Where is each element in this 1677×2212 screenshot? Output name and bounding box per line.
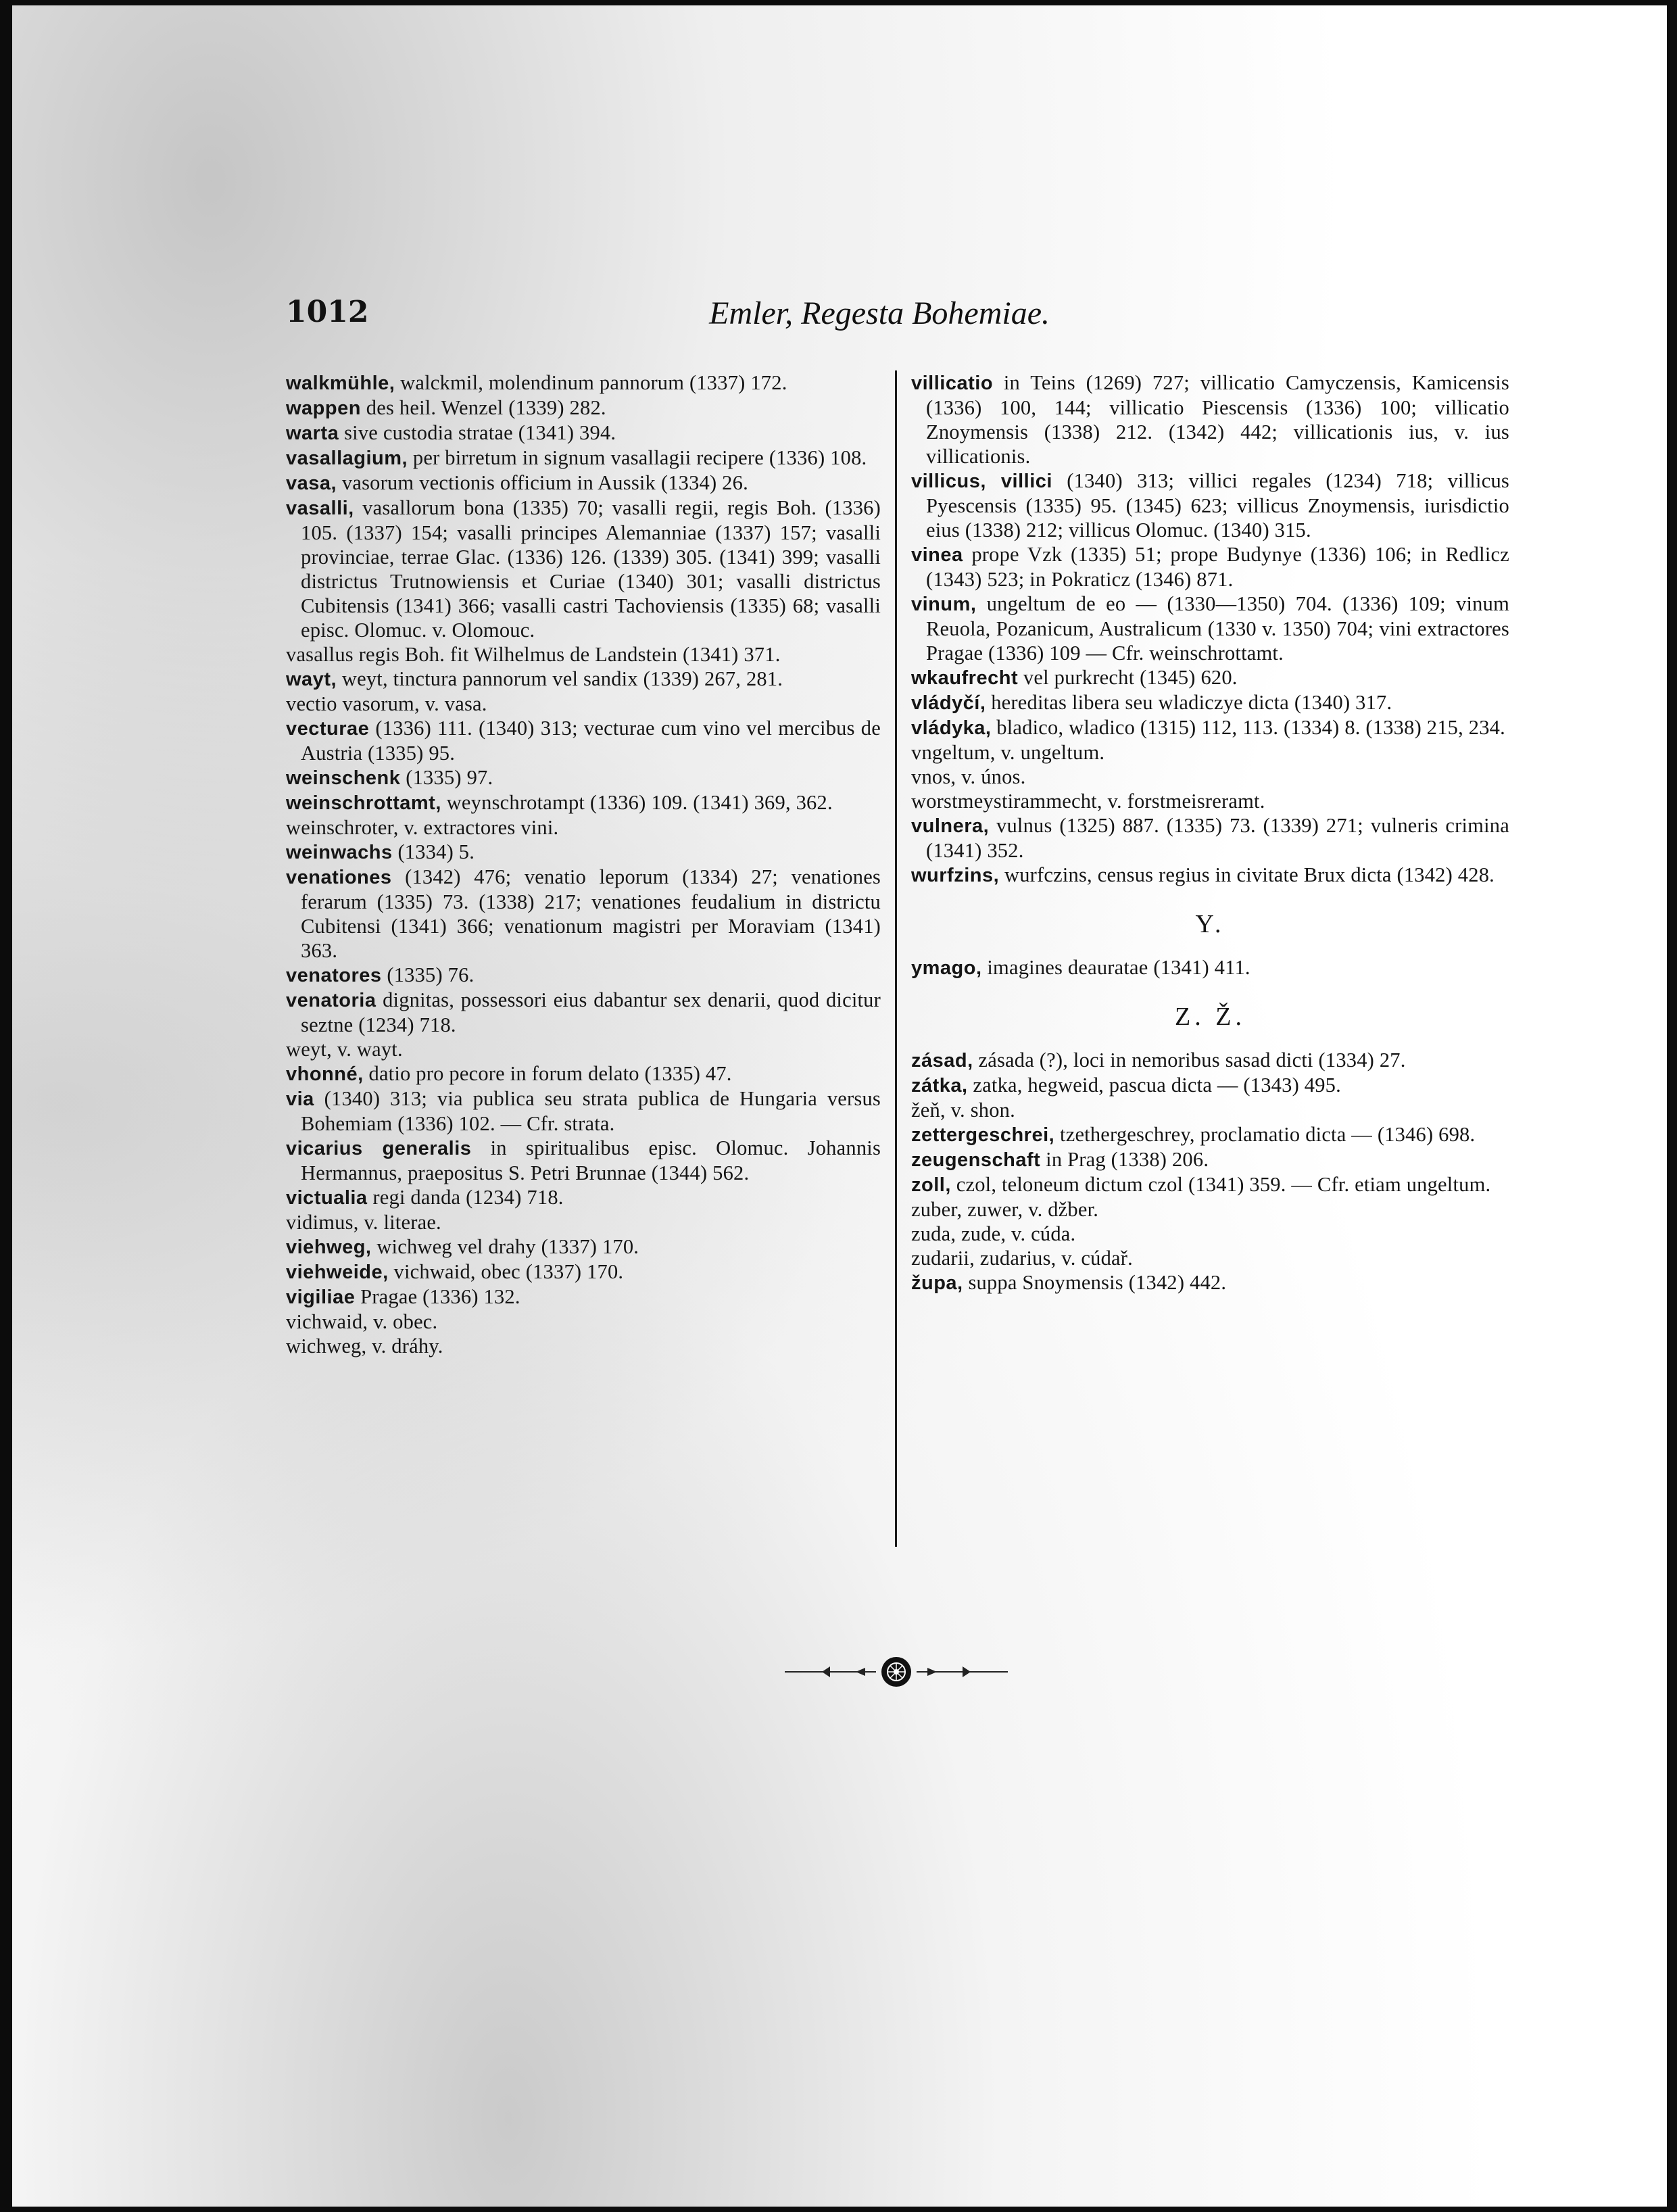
entry-text: weyt, tinctura pannorum vel sandix (1339) 267, 281. bbox=[337, 667, 783, 690]
section-heading-y: Y. bbox=[1195, 910, 1225, 938]
index-entry bbox=[286, 692, 881, 716]
entry-text: in Teins (1269) 727; villicatio Camyczensis, Kamicensis (1336) 100, 144; villicatio Piescensis (1336) 100; villicatio Znoymensis (1338) 212. (1342) 442; villicationis ius, v. ius villicationis. bbox=[926, 371, 1509, 468]
entry-headword: wayt, bbox=[286, 669, 337, 690]
entry-text: per birretum in signum vasallagii recipere (1336) 108. bbox=[408, 446, 867, 469]
page-number: 1012 bbox=[286, 295, 369, 329]
entry-text: hereditas libera seu wladiczye dicta (1340) 317. bbox=[986, 691, 1392, 714]
index-entry bbox=[286, 446, 881, 471]
entry-text: sive custodia stratae (1341) 394. bbox=[339, 421, 616, 444]
entry-headword: venatores bbox=[286, 965, 382, 986]
entry-headword: weinschrottamt, bbox=[286, 792, 441, 814]
index-entry bbox=[911, 370, 1509, 468]
entry-text: (1340) 313; via publica seu strata publica de Hungaria versus Bohemiam (1336) 102. — Cfr. strata. bbox=[301, 1087, 881, 1135]
running-title: Emler, Regesta Bohemiae. bbox=[709, 295, 1050, 331]
index-entry bbox=[911, 1098, 1509, 1122]
index-entry bbox=[911, 542, 1509, 592]
entry-text: (1335) 76. bbox=[381, 963, 475, 986]
entry-text: zudarii, zudarius, v. cúdař. bbox=[911, 1247, 1133, 1270]
index-entry bbox=[286, 370, 881, 395]
entry-text: (1342) 476; venatio leporum (1334) 27; venationes ferarum (1335) 73. (1338) 217; venationes feudalium in districtu Cubitensi (1341) 366; venationum magistri per Moraviam (1341) 363. bbox=[301, 865, 881, 962]
entry-headword: vasallagium, bbox=[286, 448, 408, 469]
index-entry bbox=[911, 955, 1509, 980]
entry-headword: via bbox=[286, 1088, 314, 1110]
entry-text: vnos, v. únos. bbox=[911, 765, 1026, 788]
end-ornament-icon bbox=[781, 1655, 1011, 1689]
index-entry bbox=[911, 863, 1509, 888]
entry-headword: villicatio bbox=[911, 372, 994, 394]
scanned-page bbox=[12, 5, 1667, 2207]
entry-text: zásada (?), loci in nemoribus sasad dicti (1334) 27. bbox=[973, 1049, 1406, 1072]
entry-text: dignitas, possessori eius dabantur sex denarii, quod dicitur seztne (1234) 718. bbox=[301, 988, 881, 1036]
index-entry bbox=[911, 1270, 1509, 1295]
entry-text: weyt, v. wayt. bbox=[286, 1038, 403, 1061]
entry-text: datio pro pecore in forum delato (1335) 47. bbox=[363, 1062, 732, 1085]
entry-headword: vinum, bbox=[911, 594, 977, 615]
right-column bbox=[911, 370, 1509, 1295]
index-entry bbox=[286, 1259, 881, 1284]
index-entry bbox=[286, 1234, 881, 1259]
entry-text: prope Vzk (1335) 51; prope Budynye (1336) 106; in Redlicz (1343) 523; in Pokraticz (1346) 871. bbox=[926, 543, 1509, 591]
index-entry bbox=[286, 963, 881, 988]
index-entry bbox=[286, 840, 881, 865]
right-column-entries bbox=[911, 370, 1509, 888]
entry-headword: wurfzins, bbox=[911, 865, 1000, 886]
index-entry bbox=[286, 716, 881, 765]
entry-headword: victualia bbox=[286, 1187, 368, 1209]
entry-headword: vládyčí, bbox=[911, 692, 986, 714]
entry-headword: vasa, bbox=[286, 473, 337, 494]
index-entry bbox=[911, 765, 1509, 789]
index-entry bbox=[911, 1122, 1509, 1147]
index-entry bbox=[286, 815, 881, 840]
entry-headword: vládyka, bbox=[911, 717, 992, 739]
index-entry bbox=[286, 1309, 881, 1334]
entry-text: vectio vasorum, v. vasa. bbox=[286, 692, 487, 715]
entry-text: imagines deauratae (1341) 411. bbox=[981, 956, 1250, 979]
entry-headword: zásad, bbox=[911, 1050, 973, 1072]
entry-text: wichweg vel drahy (1337) 170. bbox=[371, 1235, 639, 1258]
entry-text: bladico, wladico (1315) 112, 113. (1334) 8. (1338) 215, 234. bbox=[991, 716, 1505, 739]
entry-headword: vulnera, bbox=[911, 815, 990, 837]
index-entry bbox=[286, 642, 881, 667]
index-entry bbox=[286, 790, 881, 815]
entry-text: Pragae (1336) 132. bbox=[355, 1285, 520, 1308]
entry-headword: vicarius generalis bbox=[286, 1138, 472, 1159]
entry-text: vidimus, v. literae. bbox=[286, 1211, 441, 1234]
entry-text: zatka, hegweid, pascua dicta — (1343) 495. bbox=[967, 1074, 1341, 1097]
entry-text: (1334) 5. bbox=[392, 840, 475, 863]
entry-headword: vasalli, bbox=[286, 498, 354, 519]
entry-text: tzethergeschrey, proclamatio dicta — (1346) 698. bbox=[1054, 1123, 1476, 1146]
index-entry bbox=[911, 1147, 1509, 1172]
entry-text: zuber, zuwer, v. džber. bbox=[911, 1198, 1099, 1221]
page-header bbox=[286, 295, 1050, 335]
index-entry bbox=[286, 1086, 881, 1136]
entry-text: weinschroter, v. extractores vini. bbox=[286, 816, 559, 839]
entry-text: (1340) 313; villici regales (1234) 718; villicus Pyescensis (1335) 95. (1345) 623; villicus Znoymensis, iurisdictio eius (1338) 212; villicus Olomuc. (1340) 315. bbox=[926, 469, 1509, 542]
entry-text: vichwaid, obec (1337) 170. bbox=[388, 1260, 624, 1283]
index-entry bbox=[911, 1222, 1509, 1246]
entry-text: worstmeystirammecht, v. forstmeisreramt. bbox=[911, 790, 1265, 813]
entry-headword: wkaufrecht bbox=[911, 667, 1019, 689]
entry-text: vel purkrecht (1345) 620. bbox=[1018, 666, 1238, 689]
index-entry bbox=[286, 1037, 881, 1061]
entry-text: walckmil, molendinum pannorum (1337) 172. bbox=[395, 371, 787, 394]
entry-headword: venationes bbox=[286, 867, 392, 888]
index-entry bbox=[286, 1210, 881, 1234]
index-entry bbox=[286, 667, 881, 692]
entry-headword: zeugenschaft bbox=[911, 1149, 1041, 1171]
entry-text: regi danda (1234) 718. bbox=[367, 1186, 564, 1209]
index-entry bbox=[911, 690, 1509, 715]
entry-text: in spiritualibus episc. Olomuc. Johannis Hermannus, praepositus S. Petri Brunnae (1344) 562. bbox=[301, 1136, 881, 1184]
entry-headword: weinschenk bbox=[286, 767, 401, 789]
entry-headword: zettergeschrei, bbox=[911, 1124, 1055, 1146]
entry-text: des heil. Wenzel (1339) 282. bbox=[360, 396, 606, 419]
entry-text: žeň, v. shon. bbox=[911, 1099, 1015, 1122]
index-entry bbox=[286, 471, 881, 496]
entry-text: ungeltum de eo — (1330—1350) 704. (1336) 109; vinum Reuola, Pozanicum, Australicum (1330 v. 1350) 704; vini extractores Pragae (1336) 109 — Cfr. weinschrottamt. bbox=[926, 592, 1509, 665]
section-y-entries bbox=[911, 955, 1509, 980]
entry-headword: viehweide, bbox=[286, 1261, 389, 1283]
entry-headword: vhonné, bbox=[286, 1063, 364, 1085]
entry-headword: zátka, bbox=[911, 1075, 968, 1097]
entry-text: wurfczins, census regius in civitate Brux dicta (1342) 428. bbox=[999, 863, 1494, 886]
entry-headword: viehweg, bbox=[286, 1236, 372, 1258]
index-entry bbox=[286, 420, 881, 446]
entry-headword: župa, bbox=[911, 1272, 963, 1294]
entry-text: zuda, zude, v. cúda. bbox=[911, 1222, 1076, 1245]
index-entry bbox=[286, 988, 881, 1037]
index-entry bbox=[911, 468, 1509, 542]
entry-text: weynschrotampt (1336) 109. (1341) 369, 362. bbox=[441, 791, 833, 814]
index-entry bbox=[911, 592, 1509, 665]
index-entry bbox=[911, 740, 1509, 765]
index-entry bbox=[286, 395, 881, 420]
index-entry bbox=[286, 1061, 881, 1086]
index-entry bbox=[286, 765, 881, 790]
entry-headword: walkmühle, bbox=[286, 372, 395, 394]
index-entry bbox=[911, 715, 1509, 740]
index-entry bbox=[286, 1334, 881, 1358]
index-entry bbox=[286, 865, 881, 963]
index-entry bbox=[286, 496, 881, 642]
entry-headword: vigiliae bbox=[286, 1287, 356, 1308]
entry-text: (1336) 111. (1340) 313; vecturae cum vino vel mercibus de Austria (1335) 95. bbox=[301, 717, 881, 765]
entry-headword: weinwachs bbox=[286, 842, 393, 863]
entry-text: vasallorum bona (1335) 70; vasalli regii, regis Boh. (1336) 105. (1337) 154; vasalli principes Alemanniae (1337) 157; vasalli provinciae, terrae Glac. (1336) 126. (1339) 305. (1341) 399; vasalli districtus Trutnowiensis et Curiae (1340) 301; vasalli districtus Cubitensis (1341) 366; vasalli castri Tachoviensis (1335) 68; vasalli episc. Olomuc. v. Olomouc. bbox=[301, 496, 881, 642]
entry-headword: vecturae bbox=[286, 718, 370, 740]
index-entry bbox=[911, 1073, 1509, 1098]
entry-text: vngeltum, v. ungeltum. bbox=[911, 741, 1105, 764]
entry-headword: ymago, bbox=[911, 957, 982, 979]
entry-text: czol, teloneum dictum czol (1341) 359. — Cfr. etiam ungeltum. bbox=[950, 1173, 1491, 1196]
entry-text: in Prag (1338) 206. bbox=[1040, 1148, 1209, 1171]
index-entry bbox=[911, 813, 1509, 863]
index-entry bbox=[911, 1246, 1509, 1270]
entry-text: vasallus regis Boh. fit Wilhelmus de Landstein (1341) 371. bbox=[286, 643, 781, 666]
entry-headword: venatoria bbox=[286, 990, 376, 1011]
entry-headword: zoll, bbox=[911, 1174, 951, 1196]
entry-headword: villicus, villici bbox=[911, 471, 1052, 492]
index-entry bbox=[911, 1197, 1509, 1222]
entry-text: (1335) 97. bbox=[400, 766, 493, 789]
section-heading-z: Z. Ž. bbox=[1175, 1003, 1246, 1031]
entry-text: vichwaid, v. obec. bbox=[286, 1310, 438, 1333]
index-entry bbox=[911, 665, 1509, 690]
entry-text: vasorum vectionis officium in Aussik (1334) 26. bbox=[337, 471, 748, 494]
index-entry bbox=[911, 1048, 1509, 1073]
entry-headword: warta bbox=[286, 423, 339, 444]
entry-headword: wappen bbox=[286, 398, 361, 419]
index-entry bbox=[911, 789, 1509, 813]
index-entry bbox=[286, 1136, 881, 1185]
entry-text: suppa Snoymensis (1342) 442. bbox=[963, 1271, 1227, 1294]
index-entry bbox=[286, 1284, 881, 1309]
section-z-entries bbox=[911, 1048, 1509, 1295]
column-divider bbox=[895, 370, 897, 1547]
left-column bbox=[286, 370, 881, 1358]
entry-headword: vinea bbox=[911, 544, 963, 566]
entry-text: wichweg, v. dráhy. bbox=[286, 1335, 443, 1357]
entry-text: vulnus (1325) 887. (1335) 73. (1339) 271; vulneris crimina (1341) 352. bbox=[926, 814, 1509, 862]
index-entry bbox=[911, 1172, 1509, 1197]
index-entry bbox=[286, 1185, 881, 1210]
